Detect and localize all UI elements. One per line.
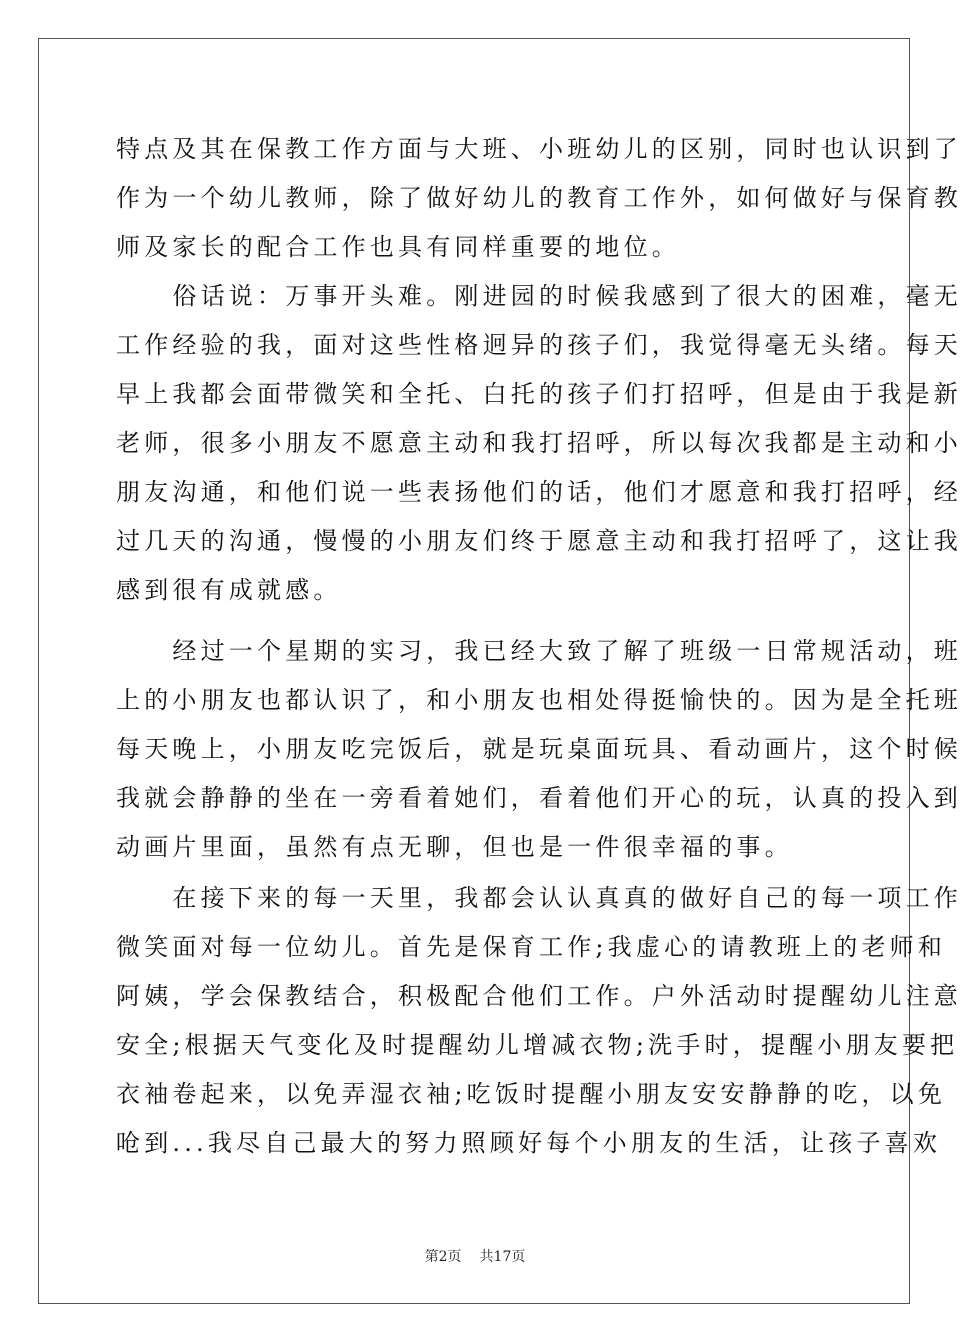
- text-line: 感到很有成就感。: [116, 576, 342, 604]
- text-line: 衣袖卷起来，以免弄湿衣袖;吃饭时提醒小朋友安安静静的吃，以免: [116, 1080, 947, 1108]
- text-line: 特点及其在保教工作方面与大班、小班幼儿的区别，同时也认识到了: [116, 135, 962, 163]
- text-line: 工作经验的我，面对这些性格迥异的孩子们，我觉得毫无头绪。每天: [116, 331, 962, 359]
- page-total: 共17页: [479, 1249, 526, 1265]
- text-line: 阿姨，学会保教结合，积极配合他们工作。户外活动时提醒幼儿注意: [116, 982, 962, 1010]
- text-line: 上的小朋友也都认识了，和小朋友也相处得挺愉快的。因为是全托班: [116, 686, 962, 714]
- text-line: 每天晚上，小朋友吃完饭后，就是玩桌面玩具、看动画片，这个时候: [116, 735, 962, 763]
- text-line: 朋友沟通，和他们说一些表扬他们的话，他们才愿意和我打招呼，经: [116, 478, 962, 506]
- text-line: 呛到...我尽自己最大的努力照顾好每个小朋友的生活，让孩子喜欢: [116, 1129, 942, 1157]
- text-line: 早上我都会面带微笑和全托、白托的孩子们打招呼，但是由于我是新: [116, 380, 962, 408]
- text-line: 俗话说：万事开头难。刚进园的时候我感到了很大的困难，毫无: [116, 282, 962, 310]
- text-line: 作为一个幼儿教师，除了做好幼儿的教育工作外，如何做好与保育教: [116, 184, 962, 212]
- page-footer: [0, 1248, 950, 1266]
- text-line: 经过一个星期的实习，我已经大致了解了班级一日常规活动，班: [116, 637, 962, 665]
- text-line: 我就会静静的坐在一旁看着她们，看着他们开心的玩，认真的投入到: [116, 784, 962, 812]
- text-line: 过几天的沟通，慢慢的小朋友们终于愿意主动和我打招呼了，这让我: [116, 527, 962, 555]
- page-border: [38, 38, 962, 1304]
- text-line: 安全;根据天气变化及时提醒幼儿增减衣物;洗手时，提醒小朋友要把: [116, 1031, 959, 1059]
- text-line: 老师，很多小朋友不愿意主动和我打招呼，所以每次我都是主动和小: [116, 429, 962, 457]
- text-line: 动画片里面，虽然有点无聊，但也是一件很幸福的事。: [116, 833, 793, 861]
- text-line: 在接下来的每一天里，我都会认认真真的做好自己的每一项工作: [116, 884, 962, 912]
- page-number: 第2页: [424, 1249, 462, 1265]
- text-line: 微笑面对每一位幼儿。首先是保育工作;我虚心的请教班上的老师和: [116, 933, 947, 961]
- text-line: 师及家长的配合工作也具有同样重要的地位。: [116, 233, 680, 261]
